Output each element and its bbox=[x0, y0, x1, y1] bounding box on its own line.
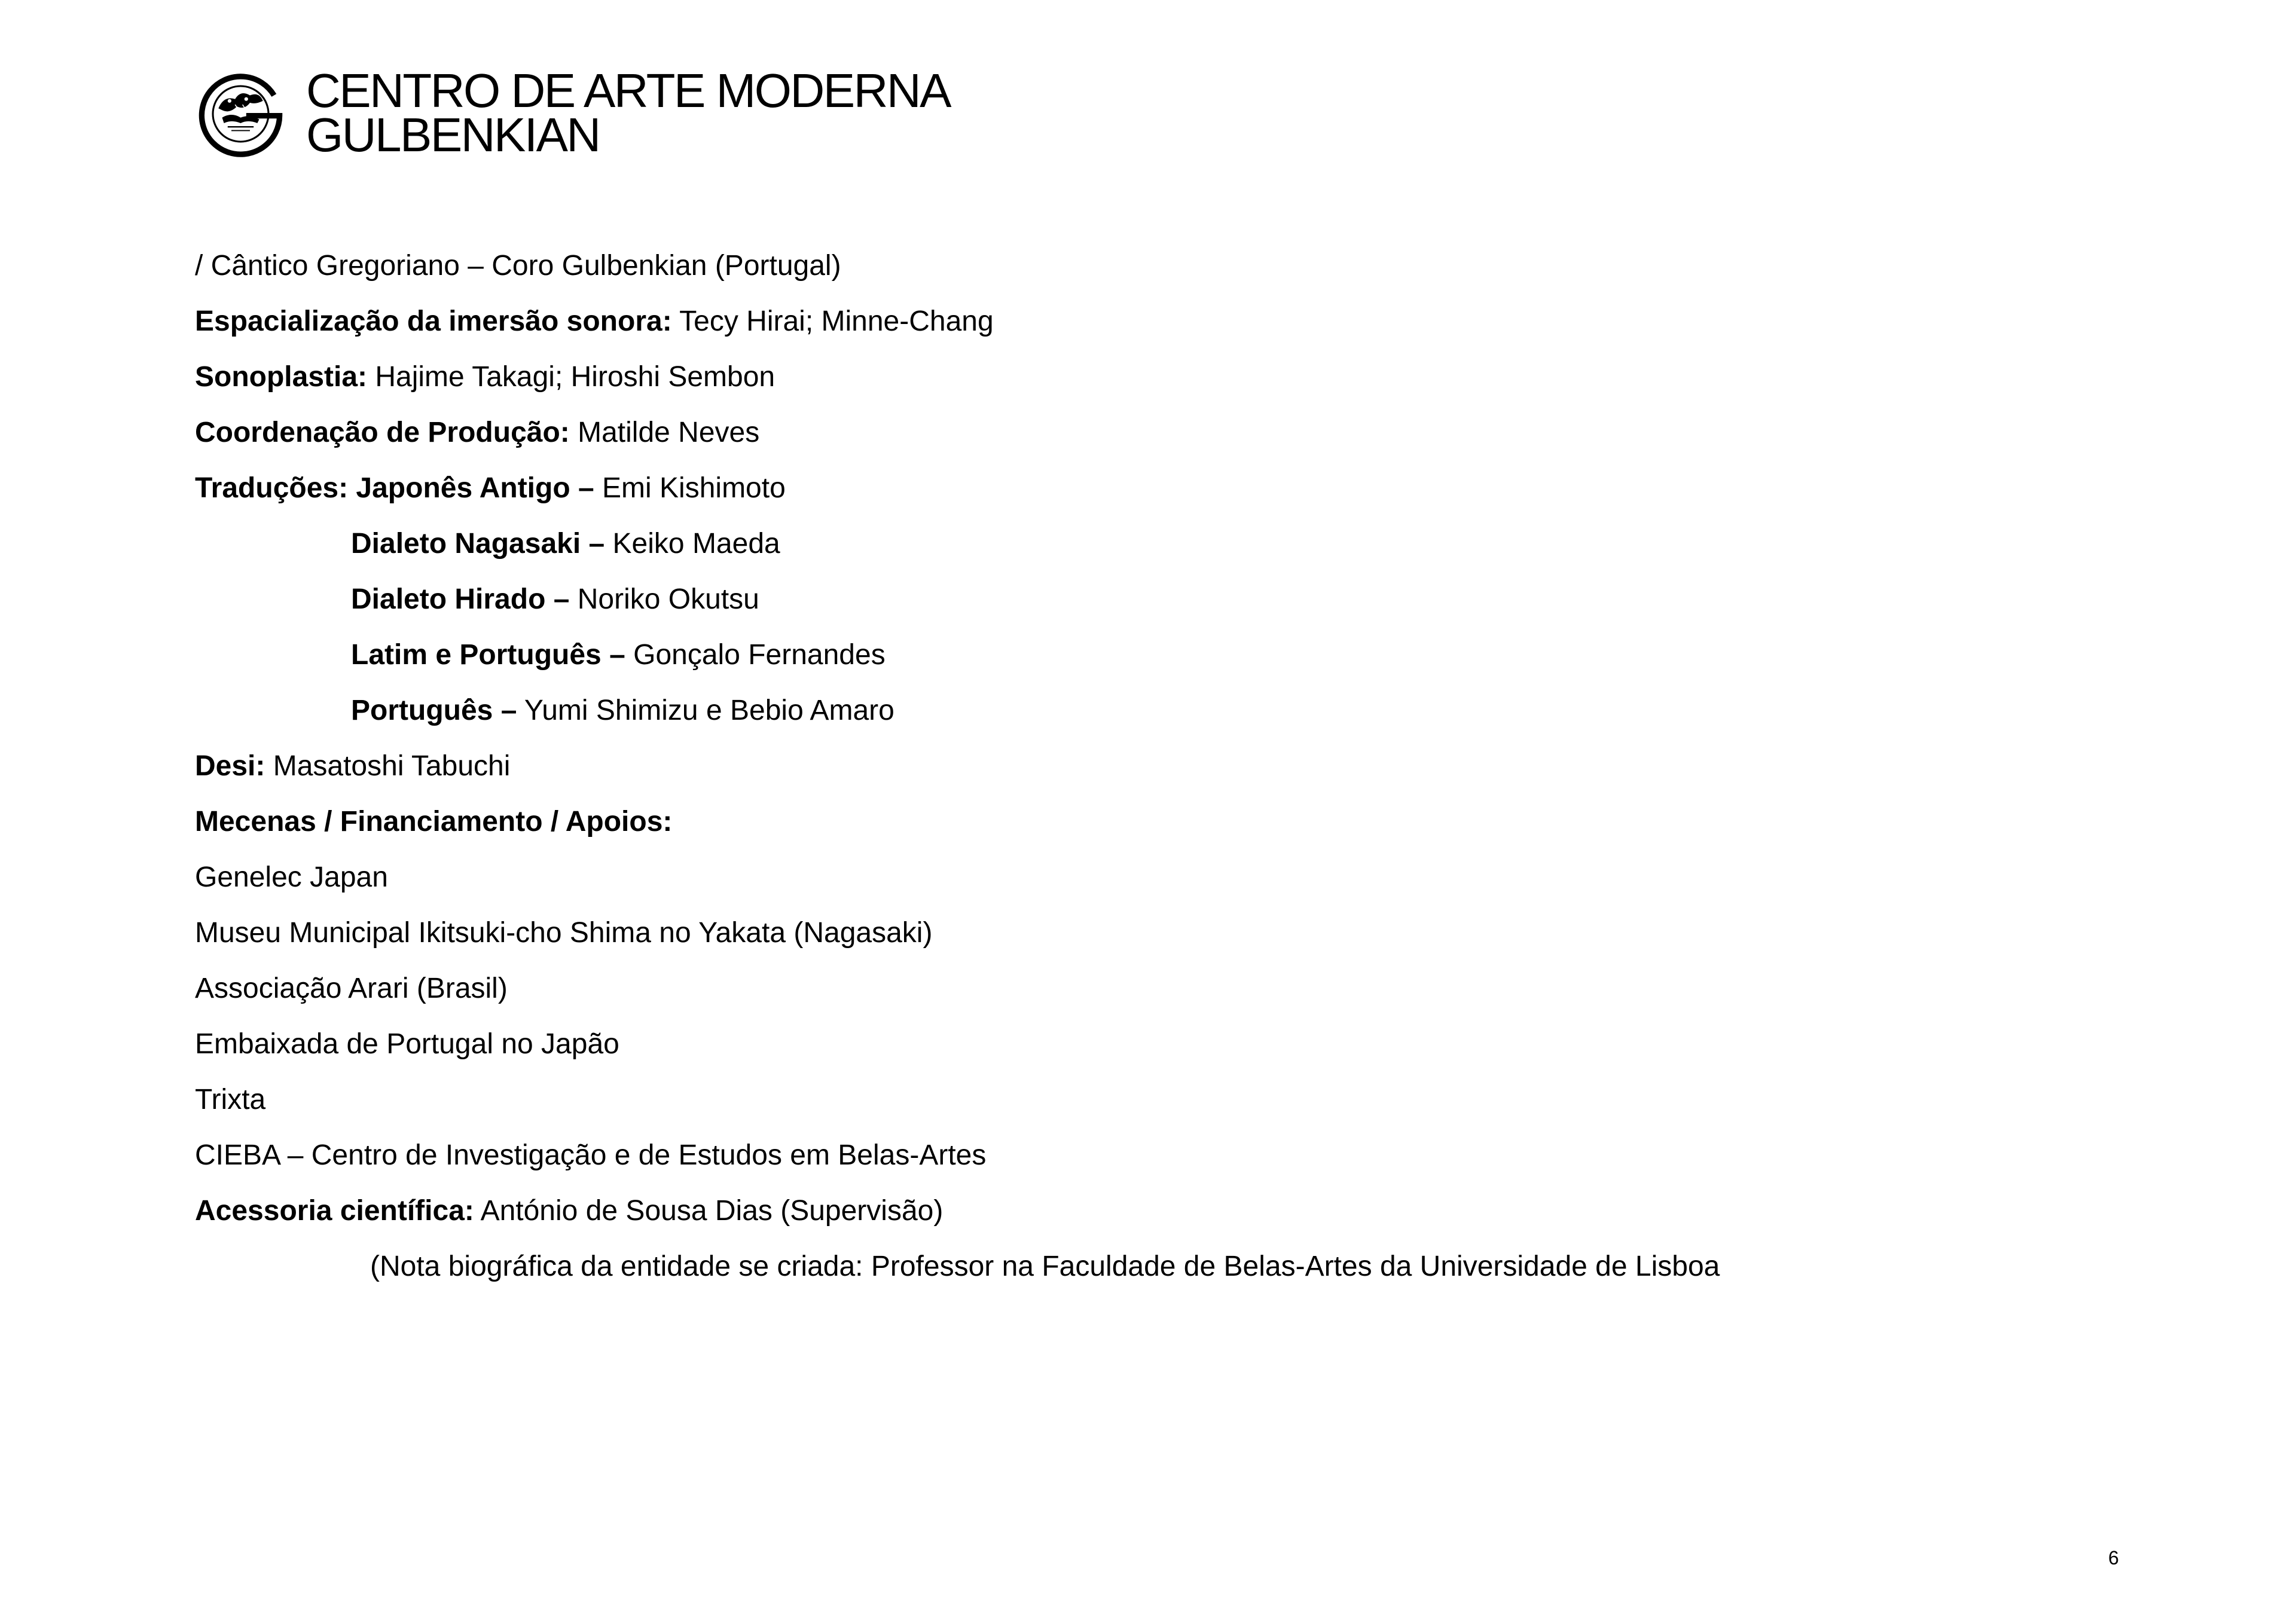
credit-line: CIEBA – Centro de Investigação e de Estudos em Belas-Artes bbox=[195, 1139, 987, 1171]
credit-line: Embaixada de Portugal no Japão bbox=[195, 1028, 619, 1060]
logo-wordmark bbox=[306, 64, 950, 161]
credits-list bbox=[195, 238, 2108, 1294]
credit-line: Sonoplastia: Hajime Takagi; Hiroshi Sembon bbox=[195, 361, 775, 393]
credit-line: Português – Yumi Shimizu e Bebio Amaro bbox=[351, 695, 894, 726]
credit-line: / Cântico Gregoriano – Coro Gulbenkian (Portugal) bbox=[195, 250, 841, 282]
credit-line: Latim e Português – Gonçalo Fernandes bbox=[351, 639, 886, 671]
credit-line: Acessoria científica: António de Sousa Dias (Supervisão) bbox=[195, 1195, 944, 1227]
credit-line: Espacialização da imersão sonora: Tecy Hirai; Minne-Chang bbox=[195, 305, 994, 337]
page-number: 6 bbox=[2108, 1547, 2119, 1569]
logo bbox=[194, 64, 950, 161]
credit-line: Dialeto Hirado – Noriko Okutsu bbox=[351, 583, 759, 615]
credit-line: Genelec Japan bbox=[195, 861, 388, 893]
credit-note: (Nota biográfica da entidade se criada: Professor na Faculdade de Belas-Artes da Universidade de Lisboa bbox=[370, 1251, 1720, 1282]
credit-line: Museu Municipal Ikitsuki-cho Shima no Yakata (Nagasaki) bbox=[195, 917, 933, 949]
credit-line: Associação Arari (Brasil) bbox=[195, 973, 508, 1004]
credit-line: Mecenas / Financiamento / Apoios: bbox=[195, 806, 673, 838]
credit-line: Coordenação de Produção: Matilde Neves bbox=[195, 417, 760, 448]
logo-line-2: GULBENKIAN bbox=[306, 108, 600, 161]
credit-line: Desi: Masatoshi Tabuchi bbox=[195, 750, 511, 782]
gulbenkian-g-emblem-icon bbox=[194, 68, 287, 160]
logo-line-1: CENTRO DE ARTE MODERNA bbox=[306, 64, 950, 117]
credit-line: Dialeto Nagasaki – Keiko Maeda bbox=[351, 528, 780, 560]
credit-line: Traduções: Japonês Antigo – Emi Kishimoto bbox=[195, 472, 786, 504]
credit-line: Trixta bbox=[195, 1084, 266, 1115]
